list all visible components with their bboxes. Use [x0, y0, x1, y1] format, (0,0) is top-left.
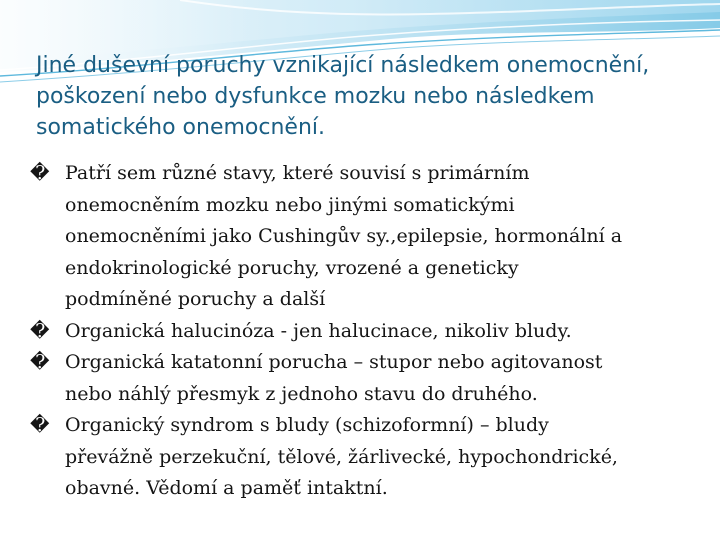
title-line: Jiné duševní poruchy vznikající následkem onemocnění, — [36, 53, 650, 78]
bullet-text-line: obavné. Vědomí a paměť intaktní. — [65, 477, 388, 499]
title-line: somatického onemocnění. — [36, 115, 326, 140]
bullet-item — [30, 316, 700, 348]
bullet-item — [30, 158, 700, 316]
bullet-marker-icon: � — [30, 162, 50, 184]
bullet-text-line: Patří sem různé stavy, které souvisí s primárním — [65, 162, 530, 184]
bullet-text-line: Organická halucinóza - jen halucinace, nikoliv bludy. — [65, 319, 572, 342]
bullet-text-line: podmíněné poruchy a další — [65, 288, 326, 310]
bullet-marker-icon: � — [30, 319, 50, 342]
title-line: poškození nebo dysfunkce mozku nebo následkem — [36, 84, 595, 109]
bullet-text-line: Organický syndrom s bludy (schizoformní) – bludy — [65, 414, 549, 436]
bullet-item — [30, 347, 700, 410]
slide-title — [36, 50, 696, 143]
bullet-text-line: onemocněním mozku nebo jinými somatickými — [65, 193, 515, 216]
bullet-text-line: Organická katatonní porucha – stupor nebo agitovanost — [65, 351, 603, 373]
bullet-marker-icon: � — [30, 351, 50, 373]
bullet-text-line: endokrinologické poruchy, vrozené a geneticky — [65, 256, 519, 279]
bullet-text-line: nebo náhlý přesmyk z jednoho stavu do druhého. — [65, 382, 538, 405]
bullet-marker-icon: � — [30, 414, 50, 436]
bullet-list — [30, 158, 700, 505]
bullet-text-line: převážně perzekuční, tělové, žárlivecké, hypochondrické, — [65, 445, 618, 468]
bullet-text-line: onemocněními jako Cushingův sy.,epilepsie, hormonální a — [65, 225, 623, 247]
bullet-item — [30, 410, 700, 505]
